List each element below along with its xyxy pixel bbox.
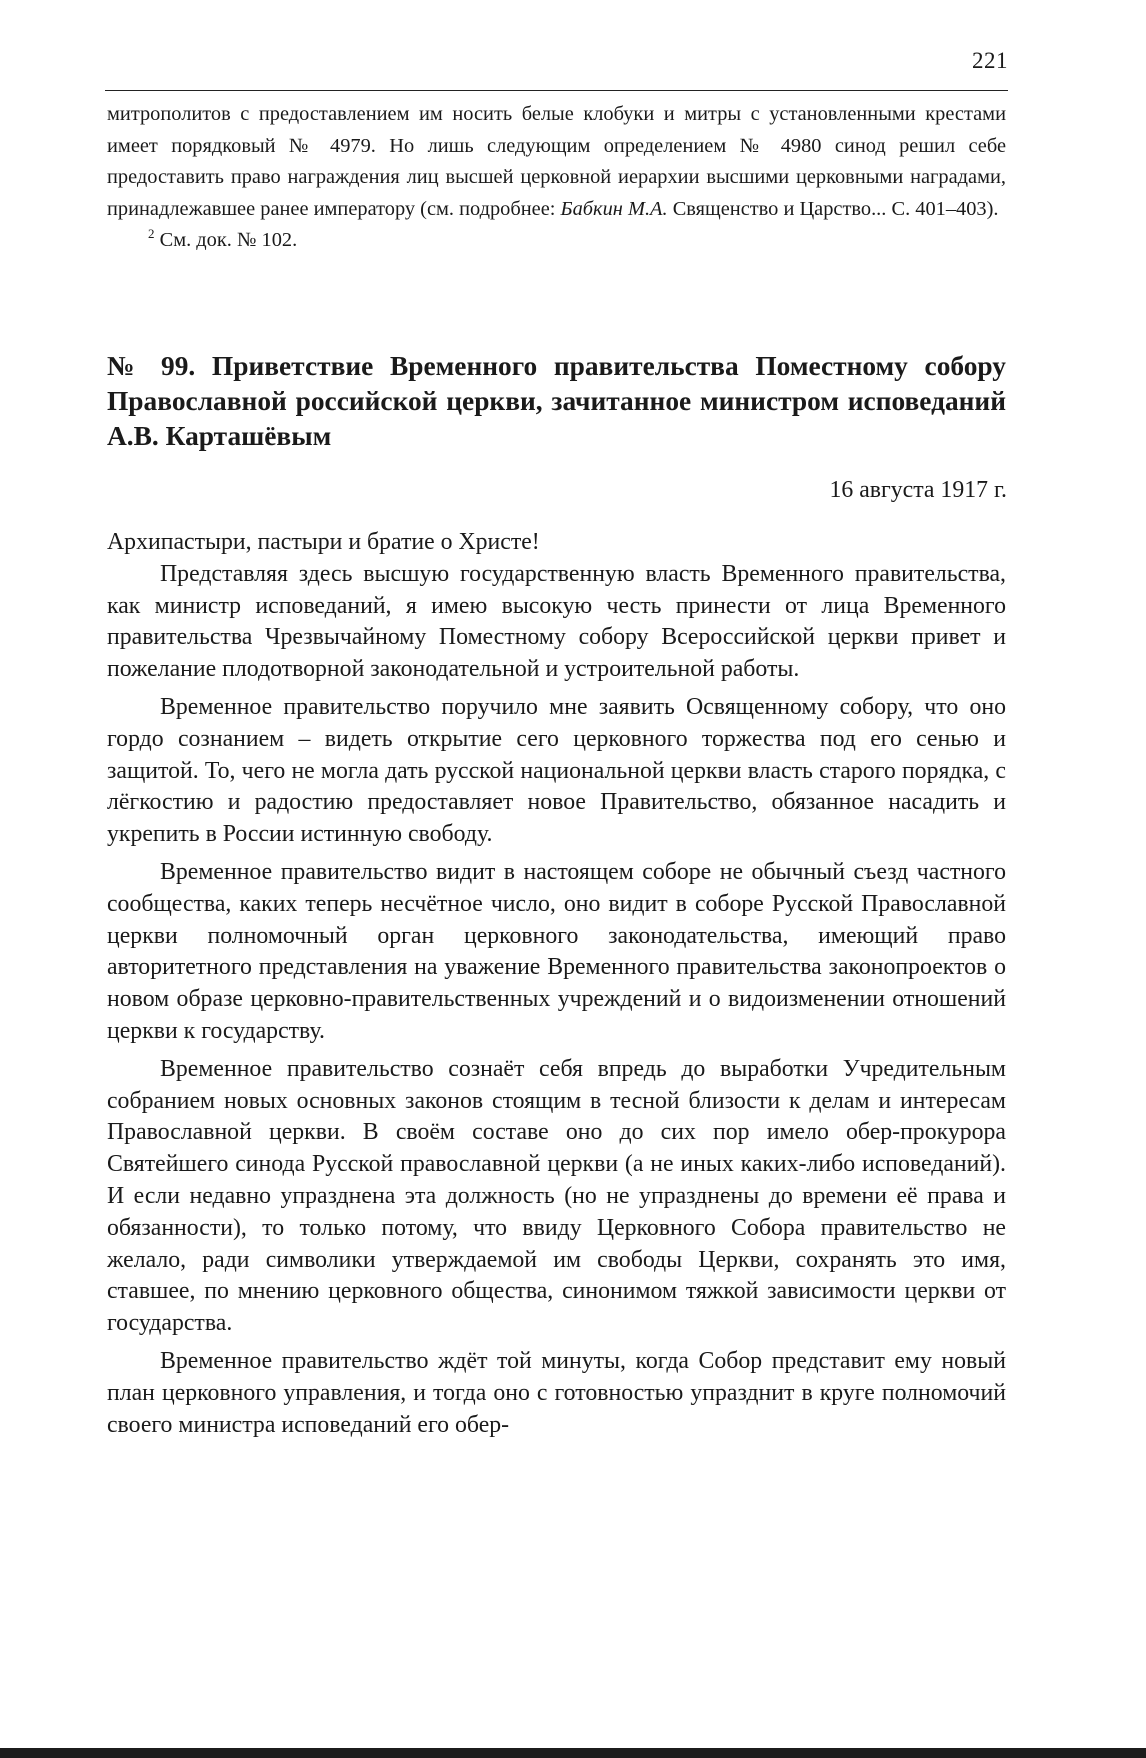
paragraph-5: Временное правительство ждёт той минуты, когда Собор представит ему новый план церковного управления, и тогда оно с готовностью упразднит в круге полномочий своего министра исповеданий его обер-	[107, 1347, 1006, 1438]
header-rule	[105, 90, 1008, 91]
footnotes	[107, 99, 1006, 257]
paragraph-3: Временное правительство видит в настоящем соборе не обычный съезд частного сообщества, каких теперь несчётное число, оно видит в соборе Русской Православной церкви полномочный орган церковного законодательства, имеющий право авторитетного представления на уважение Временного правительства законопроектов о новом образе церковно-правительственных учреждений и о видоизменении отношений церкви к государству.	[107, 858, 1006, 1044]
document-date: 16 августа 1917 г.	[829, 477, 1007, 503]
footnote-2	[107, 225, 1006, 257]
scan-bottom-edge	[0, 1748, 1146, 1758]
greeting: Архипастыри, пастыри и братие о Христе!	[107, 529, 540, 555]
footnote-1-source: Священство и Царство... С. 401–403).	[667, 197, 999, 220]
footnote-1-text: митрополитов с предоставлением им носить белые клобуки и митры с установленными крестами имеет порядковый № 4979. Но лишь следующим определением № 4980 синод решил себе предоставить право награждения лиц высшей церковной иерархии высшими церковными наградами, принадлежавшее ранее императору (см. подробнее:	[107, 103, 1006, 220]
paragraph-2: Временное правительство поручило мне заявить Освященному собору, что оно гордо сознанием – видеть открытие сего церковного торжества под его сенью и защитой. То, чего не могла дать русской национальной церкви власть старого порядка, с лёгкостию и радостию предоставляет новое Правительство, обязанное насадить и укрепить в России истинную свободу.	[107, 693, 1006, 848]
footnote-1-author: Бабкин М.А.	[560, 197, 668, 220]
page-number: 221	[972, 48, 1008, 73]
document-body	[107, 527, 1006, 1441]
paragraph-1: Представляя здесь высшую государственную власть Временного правительства, как министр исповеданий, я имею высокую честь принести от лица Временного правительства Чрезвычайному Поместному собору Всероссийской церкви привет и пожелание плодотворной законодательной и устроительной работы.	[107, 560, 1006, 683]
paragraph-4: Временное правительство сознаёт себя впредь до выработки Учредительным собранием новых основных законов стоящим в тесной близости к делам и интересам Православной церкви. В своём составе оно до сих пор имело обер-прокурора Святейшего синода Русской православной церкви (а не иных каких-либо исповеданий). И если недавно упразднена эта должность (но не упразднены до времени её права и обязанности), то только потому, что ввиду Церковного Собора правительство не желало, ради символики утверждаемой им свободы Церкви, сохранять это имя, ставшее, по мнению церковного общества, синонимом тяжкой зависимости церкви от государства.	[107, 1055, 1006, 1337]
footnote-1	[107, 99, 1006, 225]
document-title: № 99. Приветствие Временного правительства Поместному собору Православной российской церкви, зачитанное министром исповеданий А.В. Карташёвым	[107, 351, 1006, 451]
footnote-2-text: См. док. № 102.	[154, 229, 298, 252]
footnote-2-marker: 2	[148, 226, 155, 242]
